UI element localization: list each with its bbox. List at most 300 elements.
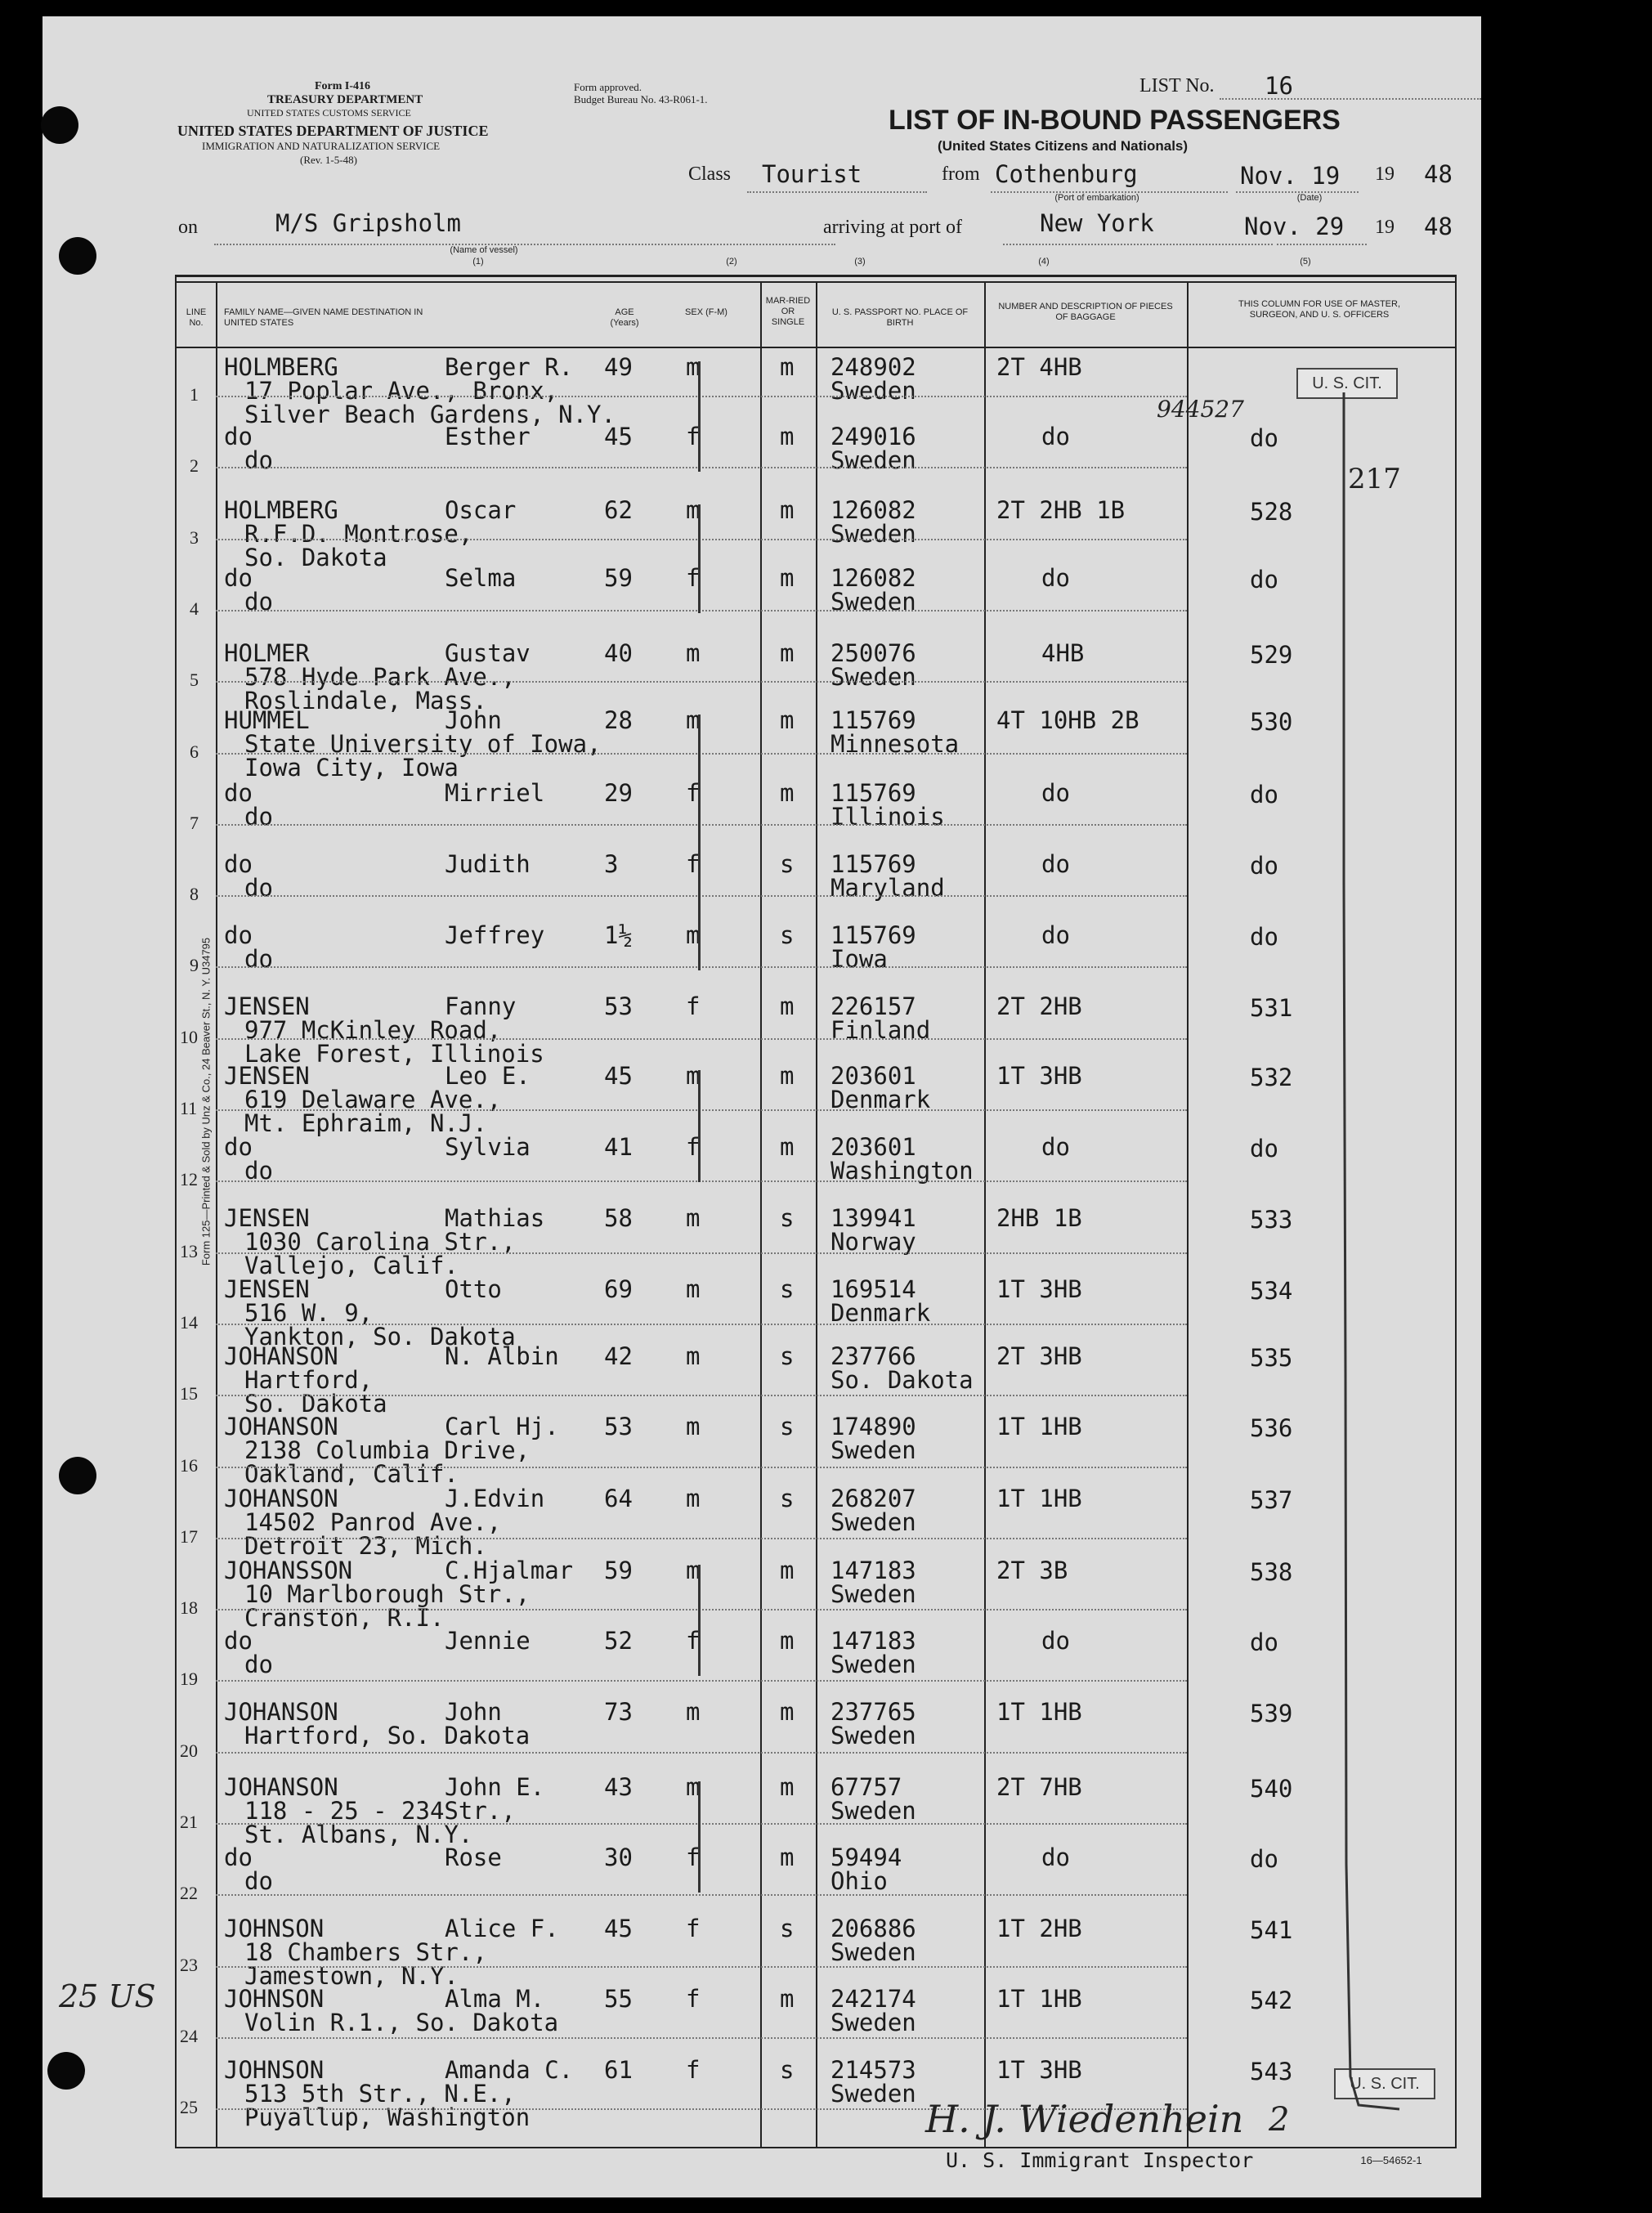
sex: f [686, 1843, 701, 1871]
age: 64 [604, 1485, 633, 1512]
age: 43 [604, 1773, 633, 1801]
family-bracket [698, 361, 701, 472]
col-header-officers: THIS COLUMN FOR USE OF MASTER, SURGEON, AND U. S. OFFICERS [1238, 299, 1400, 320]
baggage: 1T 1HB [996, 1985, 1082, 2013]
family-bracket [698, 504, 701, 613]
sex: f [686, 423, 701, 450]
table-row [175, 1342, 1457, 1418]
family-name: JOHNSON [224, 2056, 325, 2084]
destination-line: Volin R.1., So. Dakota [244, 2009, 559, 2036]
line-number: 2 [190, 455, 199, 477]
place-of-birth: Denmark [830, 1299, 931, 1327]
officer-entry: 529 [1250, 641, 1293, 669]
given-name: Judith [445, 850, 531, 878]
marital-status: m [780, 1843, 795, 1871]
baggage: do [1041, 1133, 1070, 1161]
marital-status: m [780, 1557, 795, 1584]
budget-bureau: Budget Bureau No. 43-R061-1. [574, 93, 708, 105]
line-number: 7 [190, 812, 199, 833]
passport-no: 59494 [830, 1843, 902, 1871]
passport-no: 169514 [830, 1275, 916, 1303]
destination-line: Detroit 23, Mich. [244, 1532, 487, 1560]
line-number: 10 [180, 1026, 198, 1047]
family-name: do [224, 1843, 253, 1871]
destination-line: 578 Hyde Park Ave., [244, 663, 516, 691]
officer-entry: 540 [1250, 1775, 1293, 1803]
arrival-year: 48 [1424, 213, 1453, 240]
form-revision: (Rev. 1-5-48) [300, 154, 357, 166]
family-name: JOHANSON [224, 1485, 338, 1512]
marital-status: m [780, 779, 795, 807]
binder-hole-2 [59, 237, 96, 275]
row-separator [216, 895, 1187, 897]
footer-code: 16—54652-1 [1360, 2154, 1422, 2166]
col-header-married: MAR-RIED OR SINGLE [765, 296, 811, 327]
marital-status: m [780, 564, 795, 592]
given-name: Selma [445, 564, 517, 592]
form-title: LIST OF IN-BOUND PASSENGERS [889, 105, 1341, 136]
handwritten-217: 217 [1348, 463, 1401, 495]
table-row [175, 1204, 1457, 1279]
place-of-birth: Sweden [830, 1436, 916, 1464]
table-row [175, 921, 1457, 993]
sex: m [686, 921, 701, 949]
officer-entry: do [1250, 852, 1278, 880]
officer-entry: 534 [1250, 1277, 1293, 1305]
passport-no: 203601 [830, 1062, 916, 1090]
justice-dept: UNITED STATES DEPARTMENT OF JUSTICE [177, 123, 489, 139]
departure-year: 48 [1424, 160, 1453, 188]
table-row [175, 1985, 1457, 2057]
dep-year-prefix: 19 [1375, 164, 1395, 185]
passport-no: 115769 [830, 850, 916, 878]
sex: m [686, 706, 701, 734]
destination-line: Vallejo, Calif. [244, 1252, 459, 1279]
sex: m [686, 496, 701, 524]
table-row [175, 1275, 1457, 1351]
given-name: Mathias [445, 1204, 545, 1232]
col-header-sex: SEX (F-M) [685, 307, 728, 317]
marital-status: s [780, 1342, 795, 1370]
table-row [175, 706, 1457, 782]
passport-no: 174890 [830, 1413, 916, 1440]
marital-status: m [780, 353, 795, 381]
line-number: 19 [180, 1669, 198, 1690]
family-name: do [224, 564, 253, 592]
destination-line: 513 5th Str., N.E., [244, 2080, 516, 2108]
destination-line: do [244, 446, 273, 474]
table-row [175, 1413, 1457, 1488]
age: 53 [604, 992, 633, 1020]
line-number: 9 [190, 955, 199, 976]
place-of-birth: Sweden [830, 1722, 916, 1749]
row-separator [216, 396, 1187, 397]
table-row [175, 992, 1457, 1068]
class-label: Class [688, 164, 732, 185]
baggage: 2T 3B [996, 1557, 1068, 1584]
form-approved: Form approved. [574, 81, 642, 93]
line-number: 5 [190, 670, 199, 691]
baggage: 1T 1HB [996, 1698, 1082, 1726]
age: 59 [604, 564, 633, 592]
line-number: 11 [180, 1098, 198, 1118]
baggage: 4HB [1041, 639, 1085, 667]
family-name: JENSEN [224, 1204, 310, 1232]
age: 30 [604, 1843, 633, 1871]
arrival-port: New York [1040, 209, 1154, 237]
sex: m [686, 1773, 701, 1801]
given-name: Gustav [445, 639, 531, 667]
family-name: JOHANSON [224, 1413, 338, 1440]
officer-entry: do [1250, 424, 1278, 452]
given-name: John [445, 1698, 502, 1726]
passport-no: 206886 [830, 1915, 916, 1942]
row-separator [216, 610, 1187, 611]
family-name: HOLMER [224, 639, 310, 667]
officer-entry: 542 [1250, 1987, 1293, 2014]
marital-status: m [780, 1698, 795, 1726]
row-separator [216, 1966, 1187, 1968]
marital-status: s [780, 850, 795, 878]
age: 53 [604, 1413, 633, 1440]
place-of-birth: Sweden [830, 1651, 916, 1678]
place-of-birth: Iowa [830, 945, 888, 973]
destination-line: do [244, 945, 273, 973]
sex: m [686, 1062, 701, 1090]
passport-no: 147183 [830, 1557, 916, 1584]
table-row [175, 564, 1457, 636]
baggage: 1T 1HB [996, 1413, 1082, 1440]
row-separator [216, 467, 1187, 468]
table-row [175, 1062, 1457, 1137]
baggage: do [1041, 423, 1070, 450]
officer-entry: 539 [1250, 1700, 1293, 1727]
age: 52 [604, 1627, 633, 1655]
sex: m [686, 1698, 701, 1726]
marital-status: s [780, 1413, 795, 1440]
marital-status: s [780, 1485, 795, 1512]
baggage: 1T 3HB [996, 2056, 1082, 2084]
col-num-1: (1) [472, 257, 484, 267]
family-name: HOLMBERG [224, 353, 338, 381]
family-name: do [224, 850, 253, 878]
line-number: 23 [180, 1954, 198, 1975]
destination-line: Mt. Ephraim, N.J. [244, 1109, 487, 1137]
marital-status: m [780, 496, 795, 524]
line-number: 12 [180, 1169, 198, 1190]
age: 73 [604, 1698, 633, 1726]
baggage: do [1041, 779, 1070, 807]
destination-line: 977 McKinley Road, [244, 1016, 502, 1044]
table-row [175, 779, 1457, 851]
date-note: (Date) [1296, 193, 1323, 203]
family-name: JOHANSON [224, 1342, 338, 1370]
passport-no: 139941 [830, 1204, 916, 1232]
destination-line: Lake Forest, Illinois [244, 1040, 544, 1068]
vessel-note: (Name of vessel) [450, 245, 518, 255]
destination-line: 1030 Carolina Str., [244, 1228, 516, 1256]
sex: m [686, 1275, 701, 1303]
binder-hole-3 [59, 1457, 96, 1494]
family-name: do [224, 1133, 253, 1161]
marital-status: m [780, 706, 795, 734]
sex: f [686, 1133, 701, 1161]
place-of-birth: Ohio [830, 1867, 888, 1895]
col-num-3: (3) [854, 257, 866, 267]
from-label: from [942, 164, 980, 185]
sex: m [686, 353, 701, 381]
given-name: N. Albin [445, 1342, 559, 1370]
line-number: 18 [180, 1597, 198, 1619]
line-number: 6 [190, 741, 199, 762]
line-number: 17 [180, 1525, 198, 1547]
baggage: do [1041, 921, 1070, 949]
given-name: J.Edvin [445, 1485, 545, 1512]
given-name: C.Hjalmar [445, 1557, 574, 1584]
inspector-label: U. S. Immigrant Inspector [946, 2148, 1254, 2172]
destination-line: 18 Chambers Str., [244, 1938, 487, 1966]
sex: m [686, 639, 701, 667]
officer-entry: 543 [1250, 2058, 1293, 2085]
line-number: 3 [190, 526, 199, 548]
binder-hole-4 [47, 2052, 85, 2090]
from-value: Cothenburg [995, 160, 1138, 188]
passport-no: 115769 [830, 706, 916, 734]
given-name: Carl Hj. [445, 1413, 559, 1440]
family-name: JENSEN [224, 1275, 310, 1303]
inspector-signature: H. J. Wiedenhein [925, 2097, 1244, 2141]
passport-no: 126082 [830, 564, 916, 592]
age: 29 [604, 779, 633, 807]
line-number: 21 [180, 1812, 198, 1832]
table-row [175, 496, 1457, 571]
row-separator [216, 1538, 1187, 1539]
line-number: 15 [180, 1383, 198, 1404]
officer-entry: 538 [1250, 1558, 1293, 1586]
passport-no: 237766 [830, 1342, 916, 1370]
col-num-2: (2) [726, 257, 737, 267]
passport-no: 250076 [830, 639, 916, 667]
passport-no: 126082 [830, 496, 916, 524]
destination-line: Roslindale, Mass. [244, 687, 487, 715]
destination-line: R.F.D. Montrose, [244, 520, 473, 548]
table-row [175, 1557, 1457, 1632]
officer-entry: do [1250, 781, 1278, 809]
given-name: Berger R. [445, 353, 574, 381]
destination-line: do [244, 588, 273, 616]
table-row [175, 1773, 1457, 1848]
port-embark-note: (Port of embarkation) [1054, 193, 1139, 203]
us-citizen-stamp-bottom: U. S. CIT. [1334, 2068, 1435, 2099]
row-separator [216, 966, 1187, 968]
marital-status: m [780, 1062, 795, 1090]
place-of-birth: Minnesota [830, 730, 960, 758]
line-number: 1 [190, 384, 199, 405]
sex: m [686, 1557, 701, 1584]
line-number: 4 [190, 598, 199, 619]
place-of-birth: Washington [830, 1157, 974, 1185]
family-name: JENSEN [224, 1062, 310, 1090]
family-name: do [224, 921, 253, 949]
family-name: HOLMBERG [224, 496, 338, 524]
place-of-birth: Sweden [830, 446, 916, 474]
row-separator [216, 1609, 1187, 1610]
given-name: Fanny [445, 992, 517, 1020]
row-separator [216, 1038, 1187, 1040]
officer-entry: do [1250, 1135, 1278, 1162]
line-number: 14 [180, 1311, 198, 1333]
destination-line: 17 Poplar Ave., Bronx, [244, 377, 559, 405]
baggage: 2T 7HB [996, 1773, 1082, 1801]
row-separator [216, 1752, 1187, 1754]
baggage: 1T 3HB [996, 1275, 1082, 1303]
family-name: do [224, 1627, 253, 1655]
table-row [175, 639, 1457, 715]
place-of-birth: Sweden [830, 663, 916, 691]
arr-year-prefix: 19 [1375, 217, 1395, 238]
sex: m [686, 1413, 701, 1440]
age: 61 [604, 2056, 633, 2084]
officer-entry: 533 [1250, 1206, 1293, 1234]
destination-line: Cranston, R.I. [244, 1604, 445, 1632]
given-name: Jennie [445, 1627, 531, 1655]
given-name: Esther [445, 423, 531, 450]
passport-no: 115769 [830, 921, 916, 949]
marital-status: s [780, 921, 795, 949]
line-number: 22 [180, 1883, 198, 1904]
line-number: 20 [180, 1740, 198, 1761]
destination-line: Iowa City, Iowa [244, 754, 459, 782]
officer-entry: do [1250, 1845, 1278, 1873]
destination-line: St. Albans, N.Y. [244, 1821, 473, 1848]
marital-status: s [780, 1275, 795, 1303]
baggage: 2T 2HB [996, 992, 1082, 1020]
sex: f [686, 1627, 701, 1655]
age: 41 [604, 1133, 633, 1161]
sex: f [686, 1985, 701, 2013]
age: 45 [604, 1915, 633, 1942]
baggage: 2T 3HB [996, 1342, 1082, 1370]
destination-line: do [244, 803, 273, 831]
marital-status: m [780, 1627, 795, 1655]
destination-line: Silver Beach Gardens, N.Y. [244, 401, 616, 428]
baggage: 2T 2HB 1B [996, 496, 1126, 524]
place-of-birth: Norway [830, 1228, 916, 1256]
passport-no: 147183 [830, 1627, 916, 1655]
passport-no: 67757 [830, 1773, 902, 1801]
row-separator [216, 681, 1187, 683]
handwritten-count: 944527 [1157, 396, 1244, 423]
given-name: Sylvia [445, 1133, 531, 1161]
row-separator [216, 753, 1187, 755]
marital-status: m [780, 423, 795, 450]
age: 62 [604, 496, 633, 524]
age: 49 [604, 353, 633, 381]
table-row [175, 423, 1457, 495]
officer-entry: do [1250, 923, 1278, 951]
baggage: 2T 4HB [996, 353, 1082, 381]
marital-status: s [780, 1915, 795, 1942]
row-separator [216, 1109, 1187, 1111]
customs-service: UNITED STATES CUSTOMS SERVICE [247, 107, 411, 119]
place-of-birth: Maryland [830, 874, 945, 902]
destination-line: Jamestown, N.Y. [244, 1962, 459, 1990]
form-subtitle: (United States Citizens and Nationals) [938, 138, 1189, 154]
given-name: Amanda C. [445, 2056, 574, 2084]
age: 45 [604, 1062, 633, 1090]
on-label: on [178, 217, 198, 238]
destination-line: Hartford, [244, 1366, 374, 1394]
given-name: Rose [445, 1843, 502, 1871]
officer-entry: 536 [1250, 1414, 1293, 1442]
marital-status: m [780, 1985, 795, 2013]
baggage: 1T 1HB [996, 1485, 1082, 1512]
passport-no: 248902 [830, 353, 916, 381]
arriving-label: arriving at port of [823, 217, 962, 238]
destination-line: do [244, 1867, 273, 1895]
line-number: 16 [180, 1454, 198, 1476]
class-value: Tourist [762, 160, 862, 188]
family-name: JOHNSON [224, 1985, 325, 2013]
row-separator [216, 1252, 1187, 1254]
signature-number: 2 [1269, 2101, 1290, 2139]
destination-line: 619 Delaware Ave., [244, 1086, 502, 1113]
age: 40 [604, 639, 633, 667]
marital-status: m [780, 992, 795, 1020]
line-number: 25 [180, 2097, 198, 2118]
destination-line: State University of Iowa, [244, 730, 602, 758]
given-name: Jeffrey [445, 921, 545, 949]
line-number: 8 [190, 884, 199, 905]
passport-no: 249016 [830, 423, 916, 450]
sex: f [686, 779, 701, 807]
destination-line: So. Dakota [244, 1390, 387, 1418]
family-name: do [224, 423, 253, 450]
form-number: Form I-416 [315, 80, 371, 92]
family-name: HUMMEL [224, 706, 310, 734]
given-name: Oscar [445, 496, 517, 524]
place-of-birth: Sweden [830, 1580, 916, 1608]
table-row [175, 1843, 1457, 1915]
given-name: John [445, 706, 502, 734]
list-no-label: LIST No. [1139, 75, 1215, 96]
sex: f [686, 850, 701, 878]
place-of-birth: Sweden [830, 588, 916, 616]
passport-no: 242174 [830, 1985, 916, 2013]
baggage: do [1041, 564, 1070, 592]
officer-entry: 528 [1250, 498, 1293, 526]
passport-no: 237765 [830, 1698, 916, 1726]
us-citizen-stamp-top: U. S. CIT. [1296, 368, 1398, 399]
officer-entry: 541 [1250, 1916, 1293, 1944]
family-name: JENSEN [224, 992, 310, 1020]
manifest-page [43, 16, 1481, 2197]
family-bracket [698, 1565, 701, 1676]
table-row [175, 1915, 1457, 1990]
age: 55 [604, 1985, 633, 2013]
ins-service: IMMIGRATION AND NATURALIZATION SERVICE [202, 140, 441, 152]
binder-hole-1 [41, 106, 78, 144]
sex: f [686, 2056, 701, 2084]
col-header-name: FAMILY NAME—GIVEN NAME DESTINATION IN UNITED STATES [224, 307, 423, 328]
destination-line: 118 - 25 - 234Str., [244, 1797, 516, 1825]
table-row [175, 353, 1457, 428]
place-of-birth: Sweden [830, 520, 916, 548]
sex: f [686, 564, 701, 592]
marital-status: s [780, 1204, 795, 1232]
family-bracket [698, 1781, 701, 1893]
place-of-birth: So. Dakota [830, 1366, 974, 1394]
